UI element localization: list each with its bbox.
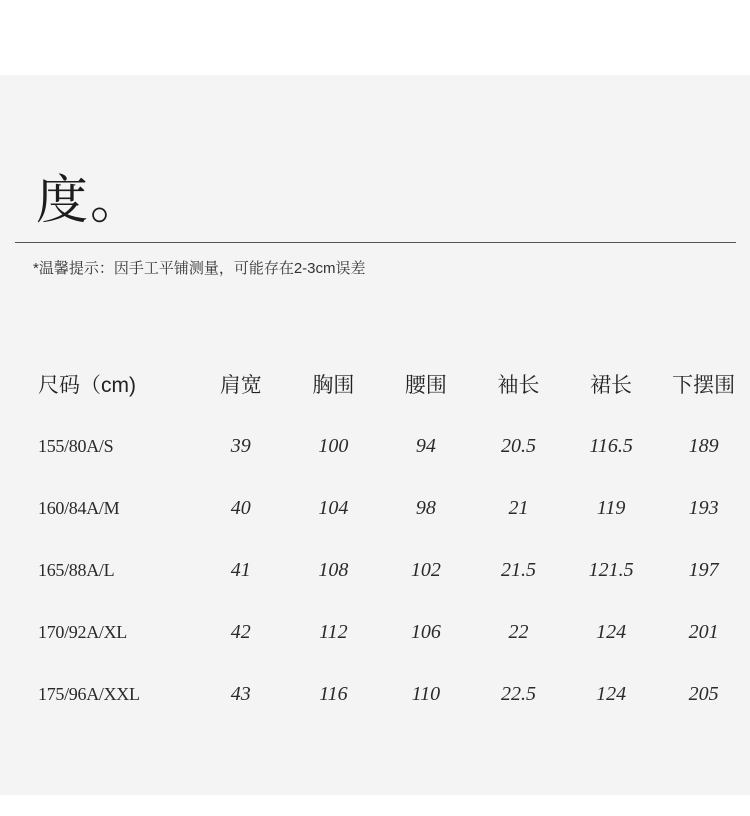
header-dress-length: 裙长 bbox=[590, 374, 633, 397]
header-bust: 胸围 bbox=[312, 374, 355, 397]
table-row bbox=[0, 415, 750, 477]
bust-cell: 100 bbox=[318, 434, 349, 457]
size-cell: 155/80A/S bbox=[38, 435, 114, 456]
sleeve-length-cell: 21 bbox=[508, 496, 529, 519]
shoulder-width-cell: 40 bbox=[230, 496, 251, 519]
waist-cell: 106 bbox=[410, 620, 441, 643]
table-row bbox=[0, 539, 750, 601]
waist-cell: 94 bbox=[415, 434, 436, 457]
size-cell: 165/88A/L bbox=[38, 559, 115, 580]
size-cell: 160/84A/M bbox=[38, 497, 120, 518]
dress-length-cell: 124 bbox=[596, 682, 627, 705]
hem-cell: 201 bbox=[688, 620, 719, 643]
size-cell: 170/92A/XL bbox=[38, 621, 127, 642]
bust-cell: 112 bbox=[319, 620, 348, 643]
header-waist: 腰围 bbox=[404, 374, 447, 397]
hem-cell: 205 bbox=[688, 682, 719, 705]
header-hem: 下摆围 bbox=[672, 374, 736, 397]
hem-cell: 193 bbox=[688, 496, 719, 519]
table-row bbox=[0, 477, 750, 539]
waist-cell: 102 bbox=[410, 558, 441, 581]
waist-cell: 110 bbox=[411, 682, 441, 705]
measurement-note: *温馨提示：因手工平铺测量，可能存在2-3cm误差 bbox=[33, 260, 366, 277]
section-heading: 度。 bbox=[36, 171, 145, 231]
size-table bbox=[0, 353, 750, 725]
sleeve-length-cell: 22 bbox=[508, 620, 529, 643]
shoulder-width-cell: 43 bbox=[230, 682, 251, 705]
bust-cell: 108 bbox=[318, 558, 349, 581]
size-cell: 175/96A/XXL bbox=[38, 683, 140, 704]
bust-cell: 116 bbox=[319, 682, 348, 705]
shoulder-width-cell: 42 bbox=[230, 620, 251, 643]
sleeve-length-cell: 22.5 bbox=[500, 682, 536, 705]
dress-length-cell: 124 bbox=[596, 620, 627, 643]
hem-cell: 189 bbox=[688, 434, 719, 457]
table-row bbox=[0, 601, 750, 663]
size-chart-panel bbox=[0, 75, 750, 795]
sleeve-length-cell: 21.5 bbox=[500, 558, 536, 581]
table-row bbox=[0, 663, 750, 725]
shoulder-width-cell: 39 bbox=[230, 434, 251, 457]
sleeve-length-cell: 20.5 bbox=[500, 434, 536, 457]
header-shoulder-width: 肩宽 bbox=[219, 374, 262, 397]
waist-cell: 98 bbox=[415, 496, 436, 519]
bust-cell: 104 bbox=[318, 496, 349, 519]
header-sleeve-length: 袖长 bbox=[497, 374, 540, 397]
heading-divider bbox=[15, 242, 736, 243]
hem-cell: 197 bbox=[688, 558, 719, 581]
dress-length-cell: 119 bbox=[596, 496, 626, 519]
dress-length-cell: 121.5 bbox=[588, 558, 634, 581]
dress-length-cell: 116.5 bbox=[589, 434, 633, 457]
table-header-row bbox=[0, 353, 750, 415]
header-size: 尺码（cm) bbox=[38, 374, 136, 397]
shoulder-width-cell: 41 bbox=[230, 558, 251, 581]
